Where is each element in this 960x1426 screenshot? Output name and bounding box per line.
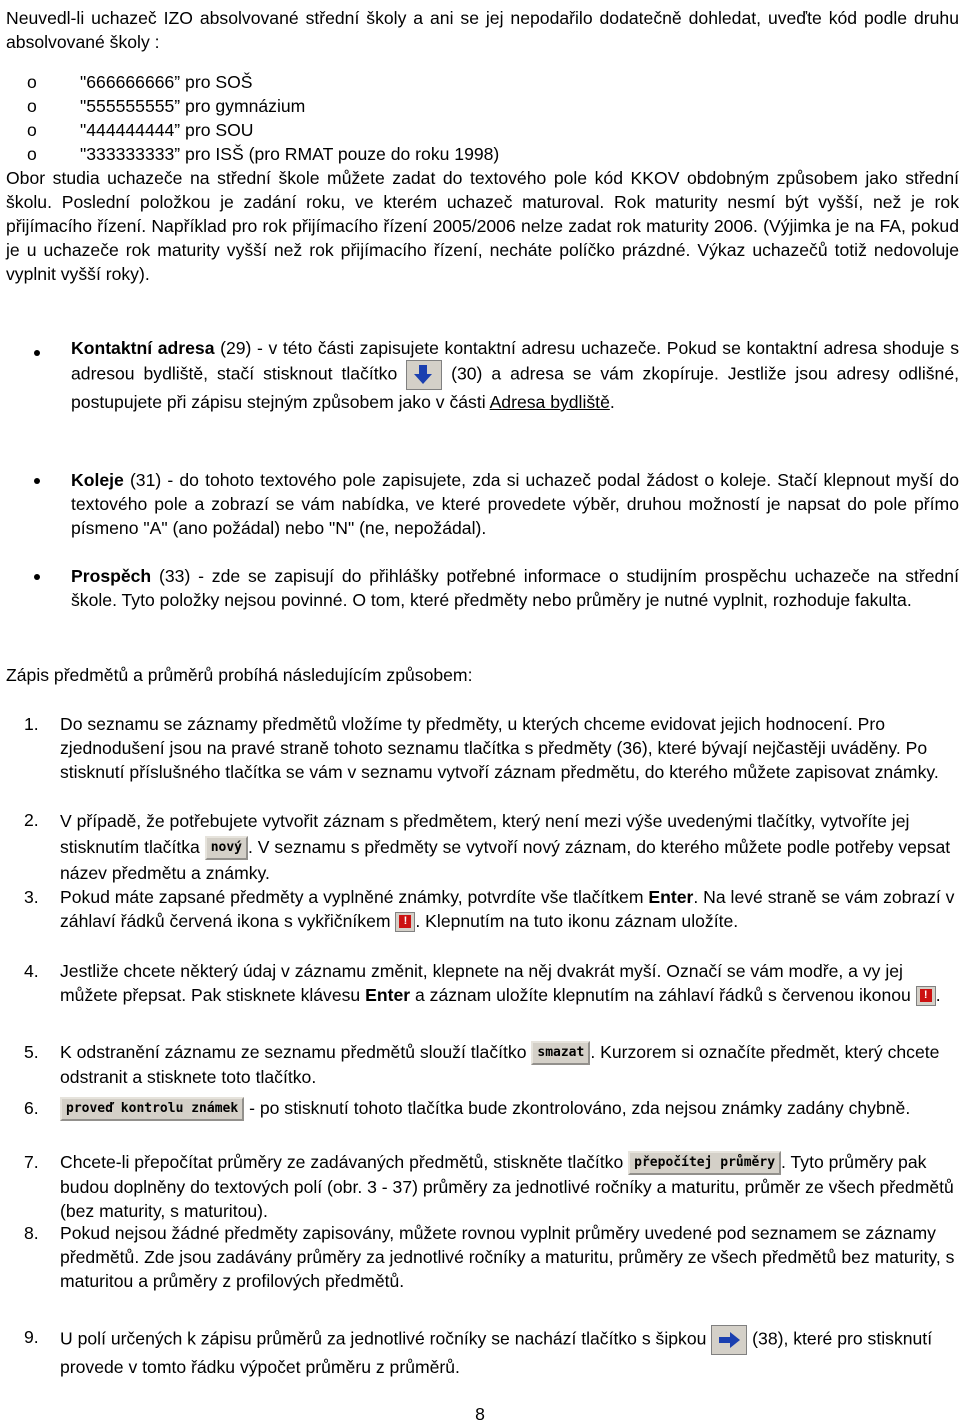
step-text: . [935, 985, 941, 1005]
red-exclamation-icon[interactable] [395, 912, 415, 932]
bullet-text: (31) - do tohoto textového pole zapisujete, zda si uchazeč podal žádost o koleje. Stačí klepnout myší do textového pole a zobrazí se vám nabídka, ve které provedete výběr, druhou možností je napsat do pole přímo písmeno "A" (ano požádal) nebo "N" (ne, nepožádal). [71, 470, 959, 538]
bullet-prospech [71, 564, 959, 612]
zapis-text: Zápis předmětů a průměrů probíhá následujícím způsobem: [6, 665, 473, 685]
step-number: 1. [24, 714, 39, 734]
list-item-text: "333333333” pro ISŠ (pro RMAT pouze do roku 1998) [80, 144, 500, 164]
obor-paragraph [6, 166, 959, 286]
list-item [27, 142, 680, 166]
step-number: 4. [24, 961, 39, 981]
step-3 [24, 885, 959, 933]
step-4 [24, 959, 959, 1007]
list-item-text: "555555555” pro gymnázium [80, 96, 306, 116]
step-2 [24, 808, 959, 886]
step-1 [24, 712, 959, 784]
enter-key-label: Enter [648, 887, 694, 907]
step-8 [24, 1221, 959, 1293]
bullet-title: Prospěch [71, 566, 152, 586]
bullet-text: (29) - v této části zapisujete kontaktní adresu uchazeče. Pokud se kontaktní adresa shoduje s adresou bydliště, stačí stisknout tlačítko [71, 338, 959, 384]
step-text: Chcete-li přepočítat průměry ze zadávaných předmětů, stiskněte tlačítko [60, 1152, 629, 1172]
zapis-heading [6, 663, 959, 687]
step-number: 6. [24, 1098, 39, 1118]
obor-text: Obor studia uchazeče na střední škole můžete zadat do textového pole kód KKOV obdobným způsobem jako střední školu. Poslední položkou je zadání roku, ve kterém uchazeč maturoval. Rok maturity nesmí být vyšší, než je rok přijímacího řízení. Například pro rok přijímacího řízení 2005/2006 nelze zadat rok maturity 2006. (Výjimka je na FA, pokud je u uchazeče rok maturity vyšší než rok přijímacího řízení, necháte políčko prázdné. Výkaz uchazečů totiž nedovoluje vyplnit vyšší roky). [6, 168, 959, 284]
adresa-bydliste-link[interactable]: Adresa bydliště [489, 392, 610, 412]
step-text: . Na levé straně se vám zobrazí v záhlaví řádků červená ikona s vykřičníkem [60, 887, 955, 931]
bullet-dot [34, 574, 40, 580]
step-text: . V seznamu s předměty se vytvoří nový záznam, do kterého můžete podle potřeby vepsat název předmětu a známky. [60, 837, 951, 884]
bullet-text: (33) - zde se zapisují do přihlášky potřebné informace o studijním prospěchu uchazeče na střední škole. Tyto položky nejsou povinné. O tom, které předměty nebo průměry je nutné vyplnit, rozhoduje fakulta. [71, 566, 959, 610]
list-marker: o [27, 120, 37, 140]
copy-address-icon[interactable] [406, 360, 442, 390]
step-text: . Kurzorem si označíte předmět, který chcete odstranit a stisknete toto tlačítko. [60, 1042, 940, 1088]
novy-button[interactable]: nový [205, 836, 248, 860]
bullet-title: Koleje [71, 470, 124, 490]
list-item-text: "666666666” pro SOŠ [80, 72, 253, 92]
bullet-dot [34, 350, 40, 356]
step-text: Pokud máte zapsané předměty a vyplněné známky, potvrdíte vše tlačítkem [60, 887, 649, 907]
school-code-list [27, 70, 680, 166]
step-number: 5. [24, 1042, 39, 1062]
step-text: a záznam uložíte klepnutím na záhlaví řádků s červenou ikonou [410, 985, 916, 1005]
step-text: Pokud nejsou žádné předměty zapisovány, můžete rovnou vyplnit průměry uvedené pod seznamem se záznamy předmětů. Zde jsou zadávány průměry za jednotlivé ročníky a maturitu, průměry ze všech předmětů bez maturity, s maturitou a průměry z profilových předmětů. [60, 1223, 955, 1291]
step-text: V případě, že potřebujete vytvořit záznam s předmětem, který není mezi výše uvedenými tlačítky, vytvoříte jej stisknutím tlačítka [60, 811, 910, 857]
step-text: . Klepnutím na tuto ikonu záznam uložíte. [415, 911, 739, 931]
step-text: Jestliže chcete některý údaj v záznamu změnit, klepnete na něj dvakrát myší. Označí se vám modře, a vy jej můžete přepsat. Pak stisknete klávesu [60, 961, 903, 1005]
list-item [27, 70, 680, 94]
bullet-dot [34, 478, 40, 484]
list-item [27, 118, 680, 142]
step-text: U polí určených k zápisu průměrů za jednotlivé ročníky se nachází tlačítko s šipkou [60, 1328, 712, 1349]
step-number: 3. [24, 887, 39, 907]
list-marker: o [27, 96, 37, 116]
step-5 [24, 1040, 959, 1089]
list-marker: o [27, 72, 37, 92]
bullet-text: . [609, 392, 615, 412]
kontrola-znamek-button[interactable]: proveď kontrolu známek [60, 1097, 244, 1121]
intro-paragraph [6, 6, 959, 54]
step-number: 8. [24, 1223, 39, 1243]
bullet-kontaktni [71, 336, 959, 414]
step-number: 2. [24, 810, 39, 830]
list-item [27, 94, 680, 118]
step-text: . Tyto průměry pak budou doplněny do textových polí (obr. 3 - 37) průměry za jednotlivé ročníky a maturitu, průměr ze všech předmětů (bez maturity, s maturitou). [60, 1152, 954, 1222]
step-6 [24, 1096, 959, 1121]
red-exclamation-icon[interactable] [916, 986, 936, 1006]
step-number: 9. [24, 1327, 39, 1347]
bullet-koleje [71, 468, 959, 540]
list-marker: o [27, 144, 37, 164]
enter-key-label: Enter [365, 985, 411, 1005]
step-7 [24, 1150, 959, 1223]
step-text: K odstranění záznamu ze seznamu předmětů slouží tlačítko [60, 1042, 532, 1062]
bullet-text: (30) a adresa se vám zkopíruje. Jestliže jsou adresy odlišné, postupujete při zápisu stejným způsobem jako v části [71, 363, 960, 412]
step-text: Do seznamu se záznamy předmětů vložíme ty předměty, u kterých chceme evidovat jejich hodnocení. Pro zjednodušení jsou na pravé straně tohoto seznamu tlačítka s předměty (36), které bývají nejčastěji uváděny. Po stisknutí příslušného tlačítka se vám v seznamu vytvoří záznam předmětu, do kterého můžete zapisovat známky. [60, 714, 939, 782]
step-text: (38), které pro stisknutí provede v tomto řádku výpočet průměru z průměrů. [60, 1328, 933, 1377]
page-number: 8 [475, 1404, 485, 1424]
intro-text: Neuvedl-li uchazeč IZO absolvované střední školy a ani se jej nepodařilo dodatečně dohledat, uveďte kód podle druhu absolvované školy : [6, 8, 959, 52]
list-item-text: "444444444” pro SOU [80, 120, 254, 140]
step-text: - po stisknutí tohoto tlačítka bude zkontrolováno, zda nejsou známky zadány chybně. [244, 1098, 911, 1118]
bullet-title: Kontaktní adresa [71, 338, 215, 358]
arrow-right-icon[interactable] [711, 1325, 747, 1355]
step-9 [24, 1325, 959, 1379]
smazat-button[interactable]: smazat [531, 1041, 590, 1065]
prepocitej-prumery-button[interactable]: přepočítej průměry [628, 1151, 781, 1175]
step-number: 7. [24, 1152, 39, 1172]
